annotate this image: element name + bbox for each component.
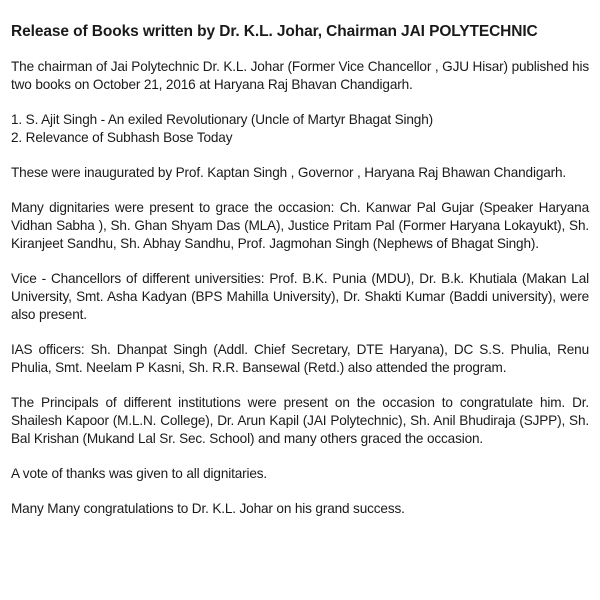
congratulations-paragraph: Many Many congratulations to Dr. K.L. Johar on his grand success. [11,501,405,516]
ias-officers-paragraph: IAS officers: Sh. Dhanpat Singh (Addl. Chief Secretary, DTE Haryana), DC S.S. Phulia, Renu Phulia, Smt. Neelam P Kasni, Sh. R.R. Bansewal (Retd.) also attended the program. [11,342,589,375]
books-list [11,111,589,147]
dignitaries-paragraph: Many dignitaries were present to grace the occasion: Ch. Kanwar Pal Gujar (Speaker Haryana Vidhan Sabha ), Sh. Ghan Shyam Das (MLA), Justice Pritam Pal (Former Haryana Lokayukt), Sh. Kiranjeet Sandhu, Sh. Abhay Sandhu, Prof. Jagmohan Singh (Nephews of Bhagat Singh). [11,200,589,251]
document-page [11,22,589,535]
book-item-1: 1. S. Ajit Singh - An exiled Revolutionary (Uncle of Martyr Bhagat Singh) [11,112,433,127]
intro-paragraph: The chairman of Jai Polytechnic Dr. K.L. Johar (Former Vice Chancellor , GJU Hisar) published his two books on October 21, 2016 at Haryana Raj Bhavan Chandigarh. [11,59,589,92]
book-item-2: 2. Relevance of Subhash Bose Today [11,130,233,145]
principals-paragraph: The Principals of different institutions were present on the occasion to congratulate him. Dr. Shailesh Kapoor (M.L.N. College), Dr. Arun Kapil (JAI Polytechnic), Sh. Anil Bhudiraja (SJPP), Sh. Bal Krishan (Mukand Lal Sr. Sec. School) and many others graced the occasion. [11,395,589,446]
page-title: Release of Books written by Dr. K.L. Johar, Chairman JAI POLYTECHNIC [11,23,538,40]
thanks-paragraph: A vote of thanks was given to all dignitaries. [11,466,268,481]
inauguration-paragraph: These were inaugurated by Prof. Kaptan Singh , Governor , Haryana Raj Bhawan Chandigarh. [11,165,567,180]
vice-chancellors-paragraph: Vice - Chancellors of different universities: Prof. B.K. Punia (MDU), Dr. B.k. Khutiala (Makan Lal University, Smt. Asha Kadyan (BPS Mahilla University), Dr. Shakti Kumar (Baddi university), were also present. [11,271,589,322]
